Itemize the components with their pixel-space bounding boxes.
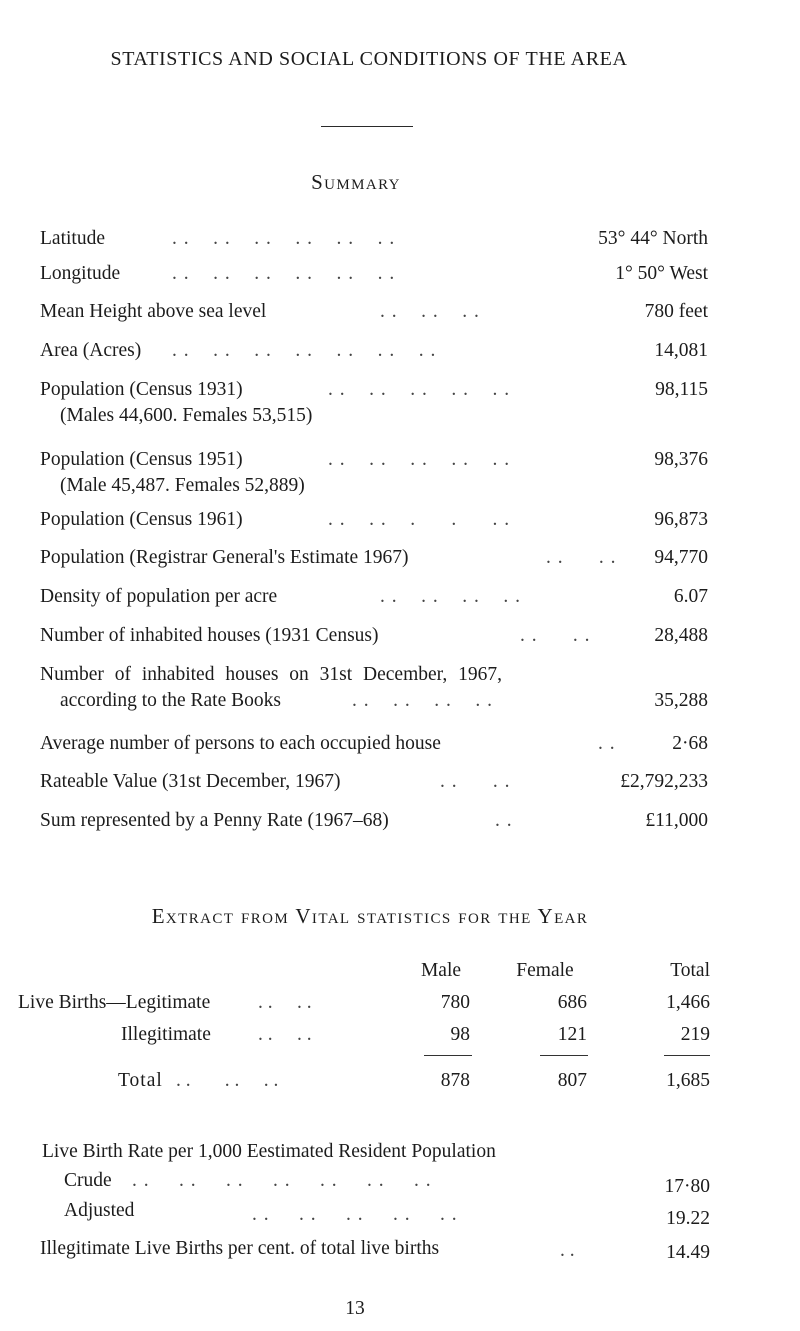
leader-dots: . . . . — [258, 1024, 312, 1045]
vital-row-total-label: Total — [118, 1070, 163, 1091]
row-label: Population (Registrar General's Estimate 1967) — [40, 547, 409, 568]
sum-rule-female — [540, 1055, 588, 1056]
leader-dots: . . — [560, 1240, 575, 1261]
row-label: Population (Census 1931) — [40, 379, 243, 400]
row-value: 98,376 — [654, 449, 708, 470]
crude-label: Crude — [64, 1170, 112, 1191]
leader-dots: . . . . . . . . — [380, 586, 521, 607]
leader-dots: . . . . — [546, 547, 617, 568]
row-label: Longitude — [40, 263, 121, 284]
leader-dots: . . . . . . . . . . — [328, 449, 511, 470]
row-value: 96,873 — [654, 509, 708, 530]
vital-illegitimate-total: 219 — [680, 1024, 710, 1045]
leader-dots: . . . . . . . . . . . . . . — [132, 1170, 432, 1191]
leader-dots: . . — [598, 733, 616, 754]
row-sublabel: (Males 44,600. Females 53,515) — [60, 405, 313, 426]
leader-dots: . . . . . . . . . . . . . . — [172, 340, 437, 361]
title-divider — [321, 126, 413, 127]
row-label: Sum represented by a Penny Rate (1967–68) — [40, 810, 389, 831]
crude-rate-value: 17·80 — [664, 1176, 710, 1197]
adjusted-rate-value: 19.22 — [666, 1208, 710, 1229]
row-value: 14,081 — [654, 340, 708, 361]
leader-dots: . . . . . . . . . . — [252, 1204, 458, 1225]
leader-dots: . . . . — [520, 625, 591, 646]
vital-row-illegitimate-label: Illegitimate — [121, 1024, 211, 1045]
row-label: Number of inhabited houses on 31st December, 1967, — [40, 664, 503, 685]
row-value: 2·68 — [672, 733, 708, 754]
row-label: Density of population per acre — [40, 586, 278, 607]
row-value: 35,288 — [654, 690, 708, 711]
leader-dots: . . . . — [258, 992, 312, 1013]
row-value: £2,792,233 — [620, 771, 708, 792]
vital-legitimate-male: 780 — [440, 992, 470, 1013]
sum-rule-male — [424, 1055, 472, 1056]
sum-rule-total — [664, 1055, 710, 1056]
column-header-male: Male — [420, 960, 462, 981]
row-value: 780 feet — [644, 301, 708, 322]
summary-heading: Summary — [311, 170, 401, 194]
vital-illegitimate-female: 121 — [557, 1024, 587, 1045]
illegitimate-percent-value: 14.49 — [666, 1242, 710, 1263]
leader-dots: . . . . . . . . . . . . — [172, 263, 396, 284]
row-sublabel: (Male 45,487. Females 52,889) — [60, 475, 305, 496]
row-value: 98,115 — [655, 379, 708, 400]
leader-dots: . . — [495, 810, 513, 831]
vital-legitimate-total: 1,466 — [666, 992, 710, 1013]
row-value: £11,000 — [645, 810, 708, 831]
row-label: Population (Census 1961) — [40, 509, 243, 530]
vital-legitimate-female: 686 — [557, 992, 587, 1013]
leader-dots: . . . . . . — [380, 301, 480, 322]
row-sublabel: according to the Rate Books — [60, 690, 281, 711]
vital-statistics-heading: Extract from Vital statistics for the Year — [151, 904, 589, 928]
row-value: 1° 50° West — [615, 263, 708, 284]
leader-dots: . . . . . . — [176, 1070, 279, 1091]
illegitimate-percent-label: Illegitimate Live Births per cent. of total live births — [40, 1238, 440, 1259]
row-label: Mean Height above sea level — [40, 301, 267, 322]
leader-dots: . . . . — [440, 771, 511, 792]
row-label: Number of inhabited houses (1931 Census) — [40, 625, 379, 646]
row-label: Rateable Value (31st December, 1967) — [40, 771, 341, 792]
column-header-total: Total — [670, 960, 710, 981]
vital-illegitimate-male: 98 — [450, 1024, 470, 1045]
leader-dots: . . . . . . . . . . . . — [172, 228, 396, 249]
row-value: 94,770 — [654, 547, 708, 568]
row-value: 6.07 — [673, 586, 708, 607]
row-label: Average number of persons to each occupied house — [40, 733, 441, 754]
page-number: 13 — [345, 1298, 365, 1319]
birth-rate-heading: Live Birth Rate per 1,000 Eestimated Resident Population — [42, 1141, 496, 1162]
vital-total-female: 807 — [557, 1070, 587, 1091]
vital-total-total: 1,685 — [666, 1070, 710, 1091]
adjusted-label: Adjusted — [64, 1200, 135, 1221]
row-label: Latitude — [40, 228, 105, 249]
leader-dots: . . . . . . . . . . — [328, 379, 511, 400]
column-header-female: Female — [516, 960, 574, 981]
leader-dots: . . . . . . . . — [352, 690, 493, 711]
row-label: Area (Acres) — [40, 340, 142, 361]
vital-total-male: 878 — [440, 1070, 470, 1091]
row-value: 53° 44° North — [598, 228, 708, 249]
vital-row-legitimate-label: Live Births—Legitimate — [18, 992, 211, 1013]
row-label: Population (Census 1951) — [40, 449, 243, 470]
row-value: 28,488 — [654, 625, 708, 646]
page-title: STATISTICS AND SOCIAL CONDITIONS OF THE AREA — [110, 48, 628, 70]
leader-dots: . . . . . . . . — [328, 509, 511, 530]
